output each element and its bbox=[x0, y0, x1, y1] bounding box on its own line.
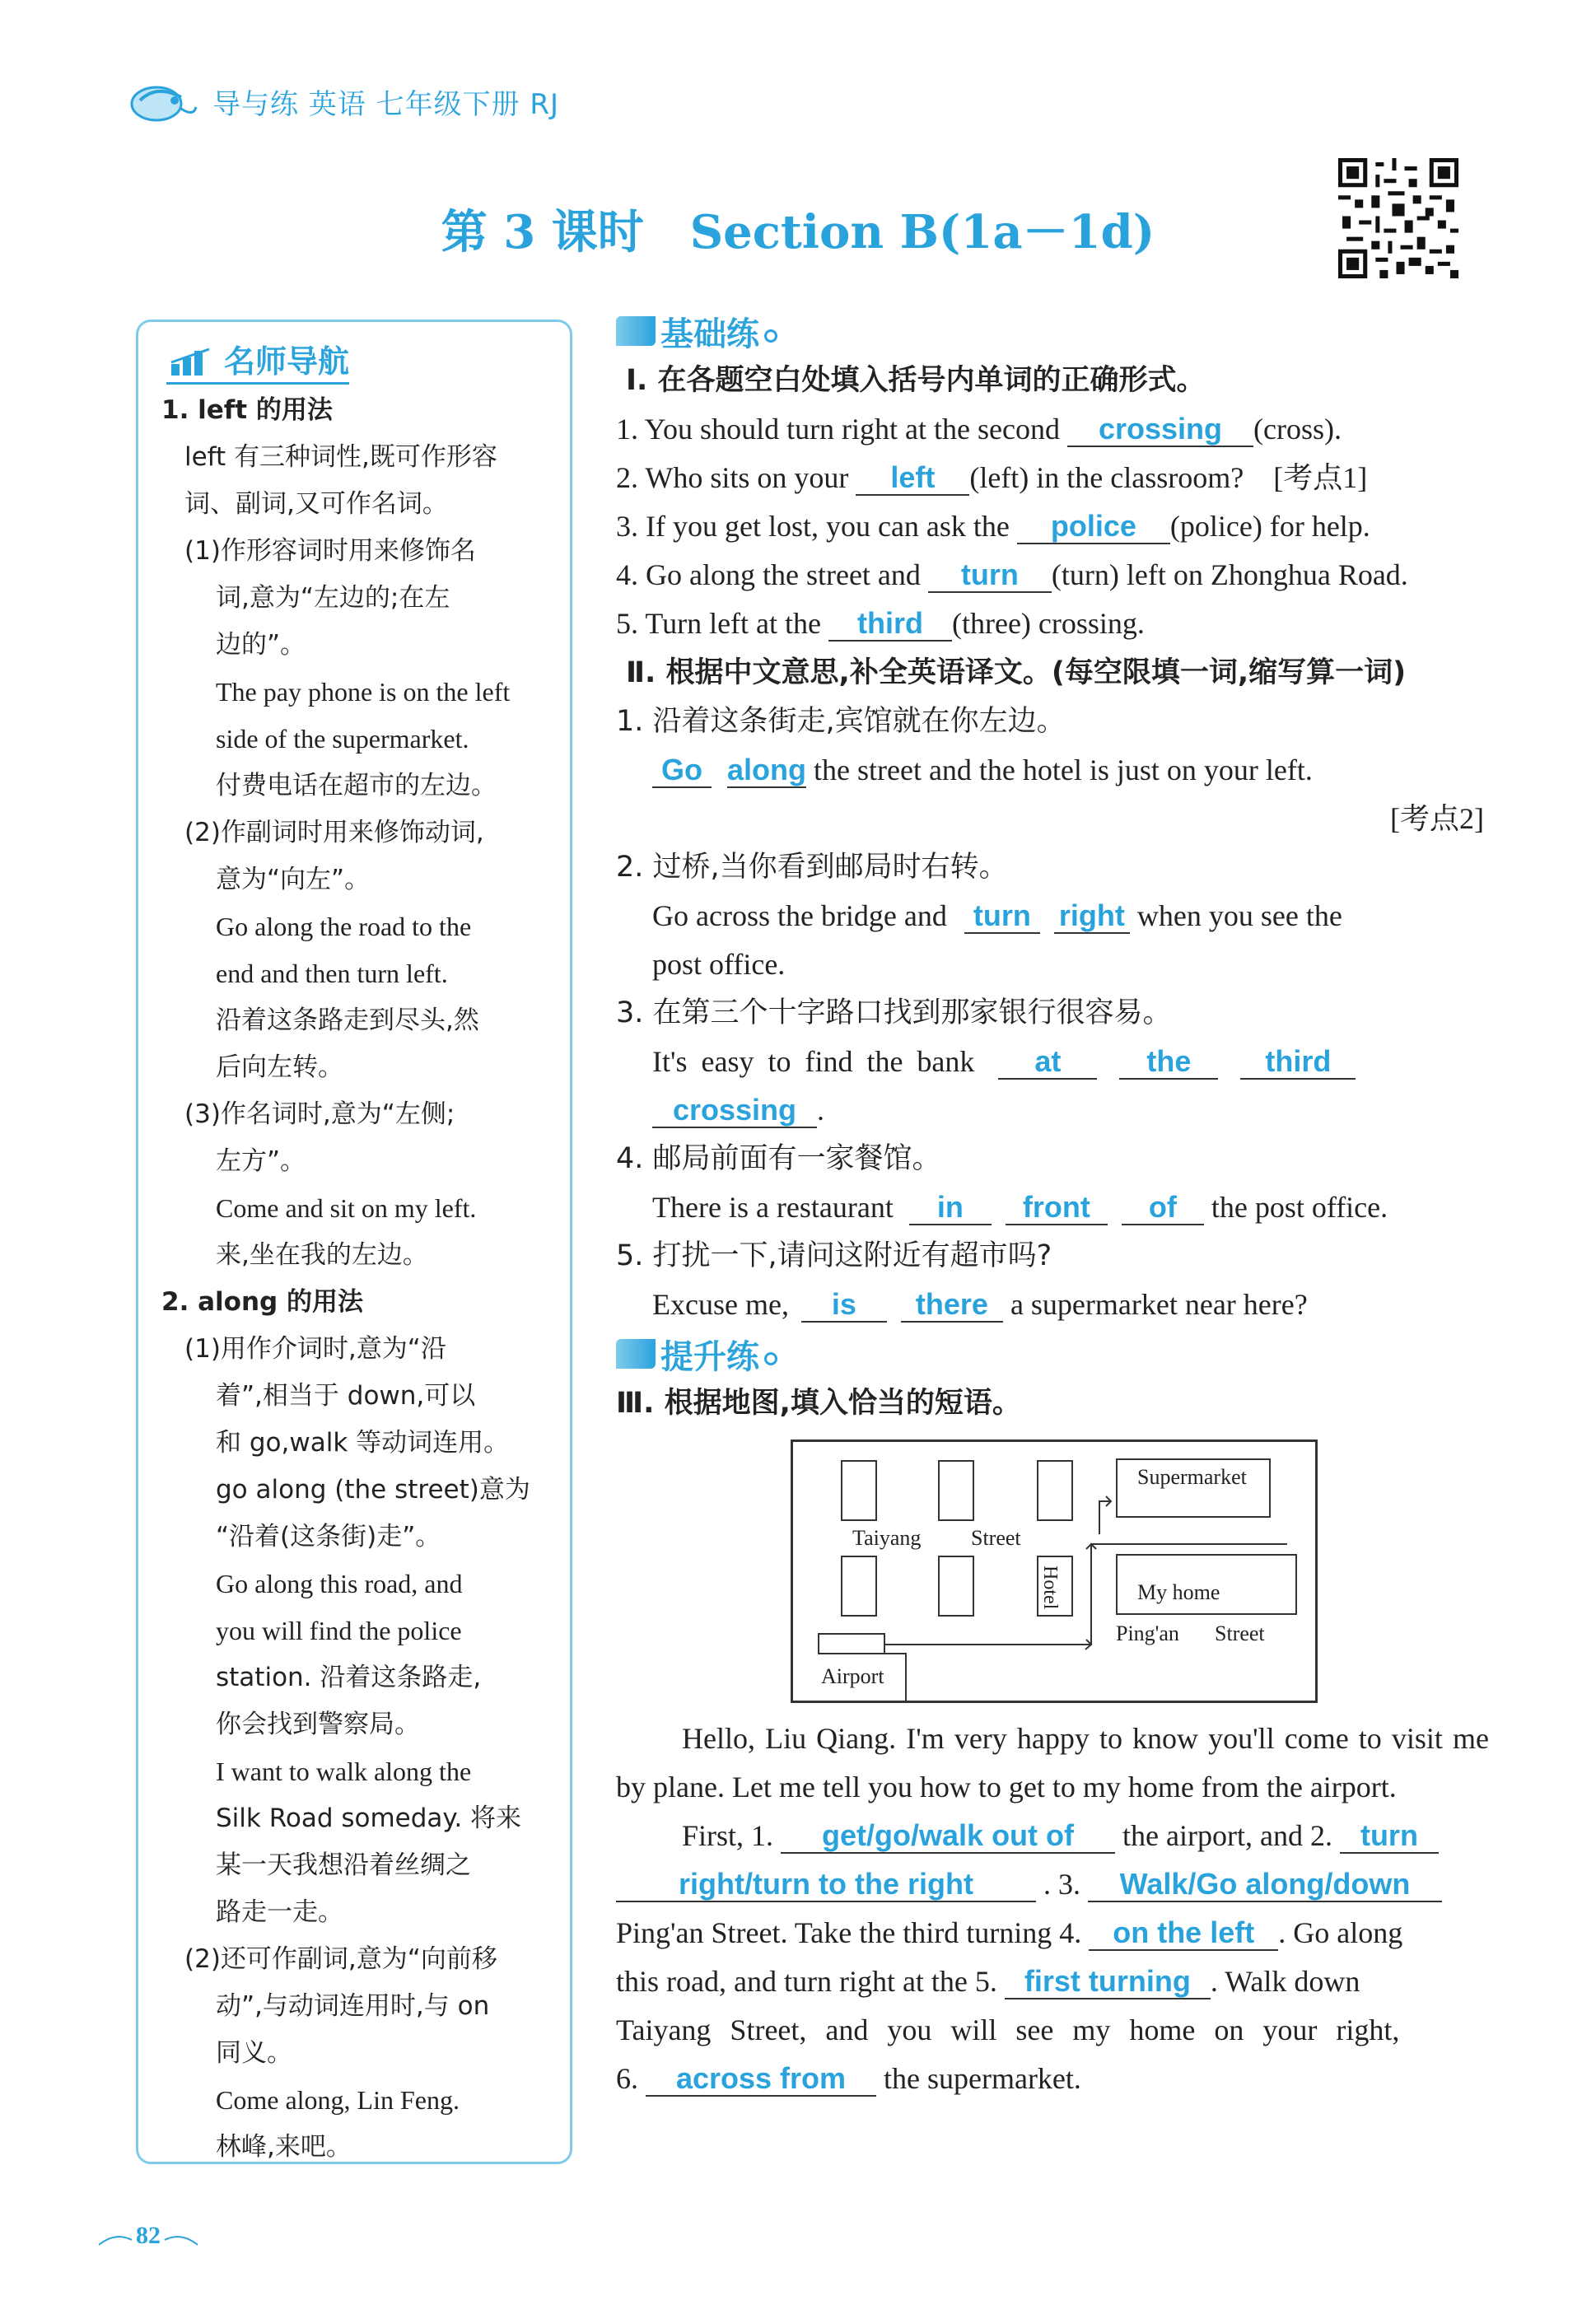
passage-text: the supermarket. bbox=[884, 2062, 1081, 2095]
guide-line: you will find the police bbox=[216, 1616, 462, 1645]
guide-line: (1)用作介词时,意为“沿 bbox=[184, 1334, 446, 1364]
guide-line: side of the supermarket. bbox=[216, 724, 469, 754]
passage-line-2 bbox=[616, 1860, 1489, 1909]
guide-line: Go along this road, and bbox=[216, 1569, 463, 1598]
answer-blank[interactable]: is bbox=[801, 1288, 887, 1323]
exercises bbox=[616, 306, 1489, 2103]
p2-q4-english bbox=[616, 1183, 1489, 1232]
guide-line: Come and sit on my left. bbox=[216, 1193, 477, 1223]
answer-blank[interactable]: turn bbox=[1340, 1819, 1439, 1854]
page-header bbox=[124, 72, 559, 130]
sentence-text: a supermarket near here? bbox=[1010, 1288, 1308, 1321]
answer-blank[interactable]: get/go/walk out of bbox=[781, 1819, 1115, 1854]
p2-q1-english bbox=[616, 746, 1489, 795]
sentence-text: the street and the hotel is just on your left. bbox=[814, 754, 1313, 786]
answer-blank[interactable]: crossing bbox=[1067, 413, 1253, 447]
guide-line: end and then turn left. bbox=[216, 959, 448, 988]
guide-line: 路走一走。 bbox=[216, 1897, 343, 1927]
answer-blank[interactable]: of bbox=[1122, 1191, 1204, 1225]
map-label: Hotel bbox=[1039, 1565, 1061, 1610]
passage-line-4 bbox=[616, 1957, 1489, 2006]
guide-line: Silk Road someday. 将来 bbox=[216, 1803, 522, 1833]
answer-blank[interactable]: Go bbox=[652, 754, 712, 788]
answer-blank[interactable]: police bbox=[1017, 510, 1170, 544]
answer-blank[interactable]: right/turn to the right bbox=[616, 1868, 1036, 1902]
guide-line: go along (the street)意为 bbox=[216, 1475, 530, 1505]
sentence-text: Go across the bridge and bbox=[652, 899, 947, 932]
header-text: 导与练 英语 七年级下册 RJ bbox=[212, 87, 560, 121]
guide-line: 着”,相当于 down,可以 bbox=[216, 1381, 476, 1411]
passage-line-5: Taiyang Street, and you will see my home on your right, bbox=[616, 2013, 1400, 2046]
guide-line: 边的”。 bbox=[216, 630, 306, 660]
answer-blank[interactable]: third bbox=[828, 607, 952, 642]
answer-blank[interactable]: right bbox=[1054, 899, 1130, 934]
street-map bbox=[791, 1439, 1318, 1703]
part1-items bbox=[616, 405, 1489, 648]
answer-blank[interactable]: third bbox=[1240, 1045, 1356, 1080]
map-label: My home bbox=[1137, 1580, 1220, 1604]
part1-item bbox=[616, 502, 1489, 551]
guide-line: 词,意为“左边的;在左 bbox=[216, 583, 450, 613]
part1-item bbox=[616, 405, 1489, 454]
guide-line: 来,坐在我的左边。 bbox=[216, 1240, 428, 1270]
exam-point-tag: [考点2] bbox=[1390, 802, 1484, 835]
part1-heading: Ⅰ. 在各题空白处填入括号内单词的正确形式。 bbox=[626, 364, 1206, 397]
answer-blank[interactable]: Walk/Go along/down bbox=[1088, 1868, 1442, 1902]
p2-q1-chinese: 1. 沿着这条街走,宾馆就在你左边。 bbox=[616, 705, 1066, 738]
guide-line: “沿着(这条街)走”。 bbox=[216, 1522, 441, 1551]
sentence-text: 5. Turn left at the bbox=[616, 607, 828, 640]
part1-item bbox=[616, 600, 1489, 648]
map-label: Supermarket bbox=[1137, 1465, 1247, 1489]
guide-line: The pay phone is on the left bbox=[216, 677, 511, 707]
guide-line: (2)作副词时用来修饰动词, bbox=[184, 818, 484, 847]
map-label: Taiyang bbox=[852, 1526, 922, 1550]
teacher-guide-panel bbox=[136, 320, 572, 2164]
page-title: 第 3 课时 Section B(1a－1d) bbox=[441, 205, 1155, 259]
section-advanced bbox=[616, 1329, 1489, 1379]
answer-blank[interactable]: turn bbox=[928, 558, 1052, 593]
passage-text: 6. bbox=[616, 2062, 638, 2095]
guide-line: Go along the road to the bbox=[216, 912, 472, 941]
passage-line-1 bbox=[616, 1812, 1489, 1860]
sentence-text: (three) crossing. bbox=[952, 607, 1145, 640]
part2-heading: Ⅱ. 根据中文意思,补全英语译文。(每空限填一词,缩写算一词) bbox=[626, 656, 1407, 689]
answer-blank[interactable]: along bbox=[727, 753, 806, 786]
passage-text: . 3. bbox=[1043, 1868, 1080, 1901]
guide-title-text: 名师导航 bbox=[224, 343, 350, 380]
section-basic bbox=[616, 306, 1489, 356]
guide-line: left 有三种词性,既可作形容 bbox=[184, 442, 497, 472]
answer-blank[interactable]: turn bbox=[964, 899, 1040, 934]
guide-line: (2)还可作副词,意为“向前移 bbox=[184, 1944, 497, 1974]
passage-text: this road, and turn right at the 5. bbox=[616, 1965, 997, 1998]
sentence-text: the post office. bbox=[1211, 1191, 1388, 1224]
section-marker-icon bbox=[616, 1339, 656, 1369]
guide-content bbox=[161, 387, 547, 2171]
sentence-text: 2. Who sits on your bbox=[616, 461, 856, 494]
guide-title bbox=[166, 341, 349, 385]
guide-line: 词、副词,又可作名词。 bbox=[184, 489, 448, 519]
circle-icon bbox=[764, 329, 777, 343]
p2-q4-chinese: 4. 邮局前面有一家餐馆。 bbox=[616, 1142, 941, 1175]
p2-q5-english bbox=[616, 1281, 1489, 1329]
passage-text: . Go along bbox=[1278, 1916, 1403, 1949]
passage-text: First, 1. bbox=[682, 1819, 774, 1852]
answer-blank[interactable]: on the left bbox=[1089, 1916, 1278, 1951]
passage-line-3 bbox=[616, 1909, 1489, 1957]
answer-blank[interactable]: across from bbox=[646, 2062, 876, 2097]
sentence-text: (left) in the classroom? [考点1] bbox=[969, 461, 1368, 494]
guide-line: 后向左转。 bbox=[216, 1052, 343, 1082]
answer-blank[interactable]: at bbox=[998, 1045, 1097, 1080]
bar-chart-icon bbox=[170, 348, 217, 376]
guide-line: station. 沿着这条路走, bbox=[216, 1663, 482, 1692]
p2-q2-cont: post office. bbox=[652, 948, 786, 981]
answer-blank[interactable]: there bbox=[901, 1288, 1003, 1323]
guide-line: 和 go,walk 等动词连用。 bbox=[216, 1428, 510, 1458]
sentence-text: 1. You should turn right at the second bbox=[616, 413, 1067, 446]
map-label: Airport bbox=[821, 1664, 884, 1688]
publisher-logo-icon bbox=[124, 76, 198, 127]
guide-line: 你会找到警察局。 bbox=[216, 1710, 420, 1739]
guide-line: 林峰,来吧。 bbox=[216, 2132, 352, 2162]
part1-item bbox=[616, 551, 1489, 600]
guide-line: 2. along 的用法 bbox=[161, 1287, 364, 1317]
sentence-text: (turn) left on Zhonghua Road. bbox=[1051, 558, 1408, 591]
guide-line: 某一天我想沿着丝绸之 bbox=[216, 1850, 471, 1880]
part1-item bbox=[616, 454, 1489, 502]
answer-blank[interactable]: first turning bbox=[1005, 1965, 1211, 1999]
guide-line: 同义。 bbox=[216, 2038, 292, 2068]
p2-q3-chinese: 3. 在第三个十字路口找到那家银行很容易。 bbox=[616, 996, 1172, 1029]
map-label: Street bbox=[971, 1526, 1021, 1550]
p2-q2-english bbox=[616, 892, 1489, 940]
answer-blank[interactable]: front bbox=[1006, 1191, 1108, 1225]
answer-blank[interactable]: in bbox=[909, 1191, 992, 1225]
guide-line: I want to walk along the bbox=[216, 1757, 472, 1786]
section-basic-label: 基础练 bbox=[660, 315, 759, 353]
guide-line: Come along, Lin Feng. bbox=[216, 2085, 460, 2115]
p2-q3-english bbox=[616, 1038, 1489, 1086]
section-advanced-label: 提升练 bbox=[660, 1337, 759, 1376]
sentence-text: 3. If you get lost, you can ask the bbox=[616, 510, 1017, 543]
map-label: Ping'an bbox=[1116, 1621, 1179, 1645]
sentence-text: 4. Go along the street and bbox=[616, 558, 928, 591]
circle-icon bbox=[764, 1352, 777, 1365]
sentence-text: Excuse me, bbox=[652, 1288, 789, 1321]
answer-blank[interactable]: left bbox=[856, 461, 969, 496]
guide-line: 1. left 的用法 bbox=[161, 395, 333, 425]
sentence-text: (cross). bbox=[1253, 413, 1342, 446]
sentence-text: There is a restaurant bbox=[652, 1191, 894, 1224]
part3-heading: Ⅲ. 根据地图,填入恰当的短语。 bbox=[616, 1387, 1021, 1420]
page-number-text: 82 bbox=[136, 2222, 161, 2249]
answer-blank[interactable]: crossing bbox=[652, 1094, 817, 1128]
qr-code-icon[interactable] bbox=[1338, 158, 1458, 278]
guide-line: 沿着这条路走到尽头,然 bbox=[216, 1006, 479, 1035]
answer-blank[interactable]: the bbox=[1119, 1045, 1218, 1080]
guide-line: 左方”。 bbox=[216, 1146, 306, 1176]
p2-q2-chinese: 2. 过桥,当你看到邮局时右转。 bbox=[616, 851, 1008, 884]
sentence-text: (police) for help. bbox=[1169, 510, 1370, 543]
passage-text: the airport, and 2. bbox=[1122, 1819, 1332, 1852]
route-arrows bbox=[793, 1442, 1320, 1705]
guide-line: (3)作名词时,意为“左侧; bbox=[184, 1099, 455, 1129]
passage-text: . Walk down bbox=[1210, 1965, 1360, 1998]
guide-line: 意为“向左”。 bbox=[216, 865, 371, 894]
passage: Hello, Liu Qiang. I'm very happy to know you'll come to visit me by plane. Let me tell you how to get to my home from the airport. bbox=[616, 1722, 1489, 1803]
p2-q5-chinese: 5. 打扰一下,请问这附近有超市吗? bbox=[616, 1239, 1052, 1272]
passage-line-6 bbox=[616, 2055, 1489, 2103]
sentence-text: when you see the bbox=[1136, 899, 1342, 932]
page-number bbox=[99, 2215, 198, 2256]
p2-q3-cont: crossing . bbox=[616, 1086, 1489, 1135]
sentence-text: It's easy to find the bank bbox=[652, 1045, 975, 1078]
passage-text: Ping'an Street. Take the third turning 4. bbox=[616, 1916, 1082, 1949]
guide-line: (1)作形容词时用来修饰名 bbox=[184, 536, 476, 566]
guide-line: 付费电话在超市的左边。 bbox=[216, 771, 497, 800]
section-marker-icon bbox=[616, 316, 656, 346]
guide-line: 动”,与动词连用时,与 on bbox=[216, 1991, 490, 2021]
map-label: Street bbox=[1215, 1621, 1265, 1645]
